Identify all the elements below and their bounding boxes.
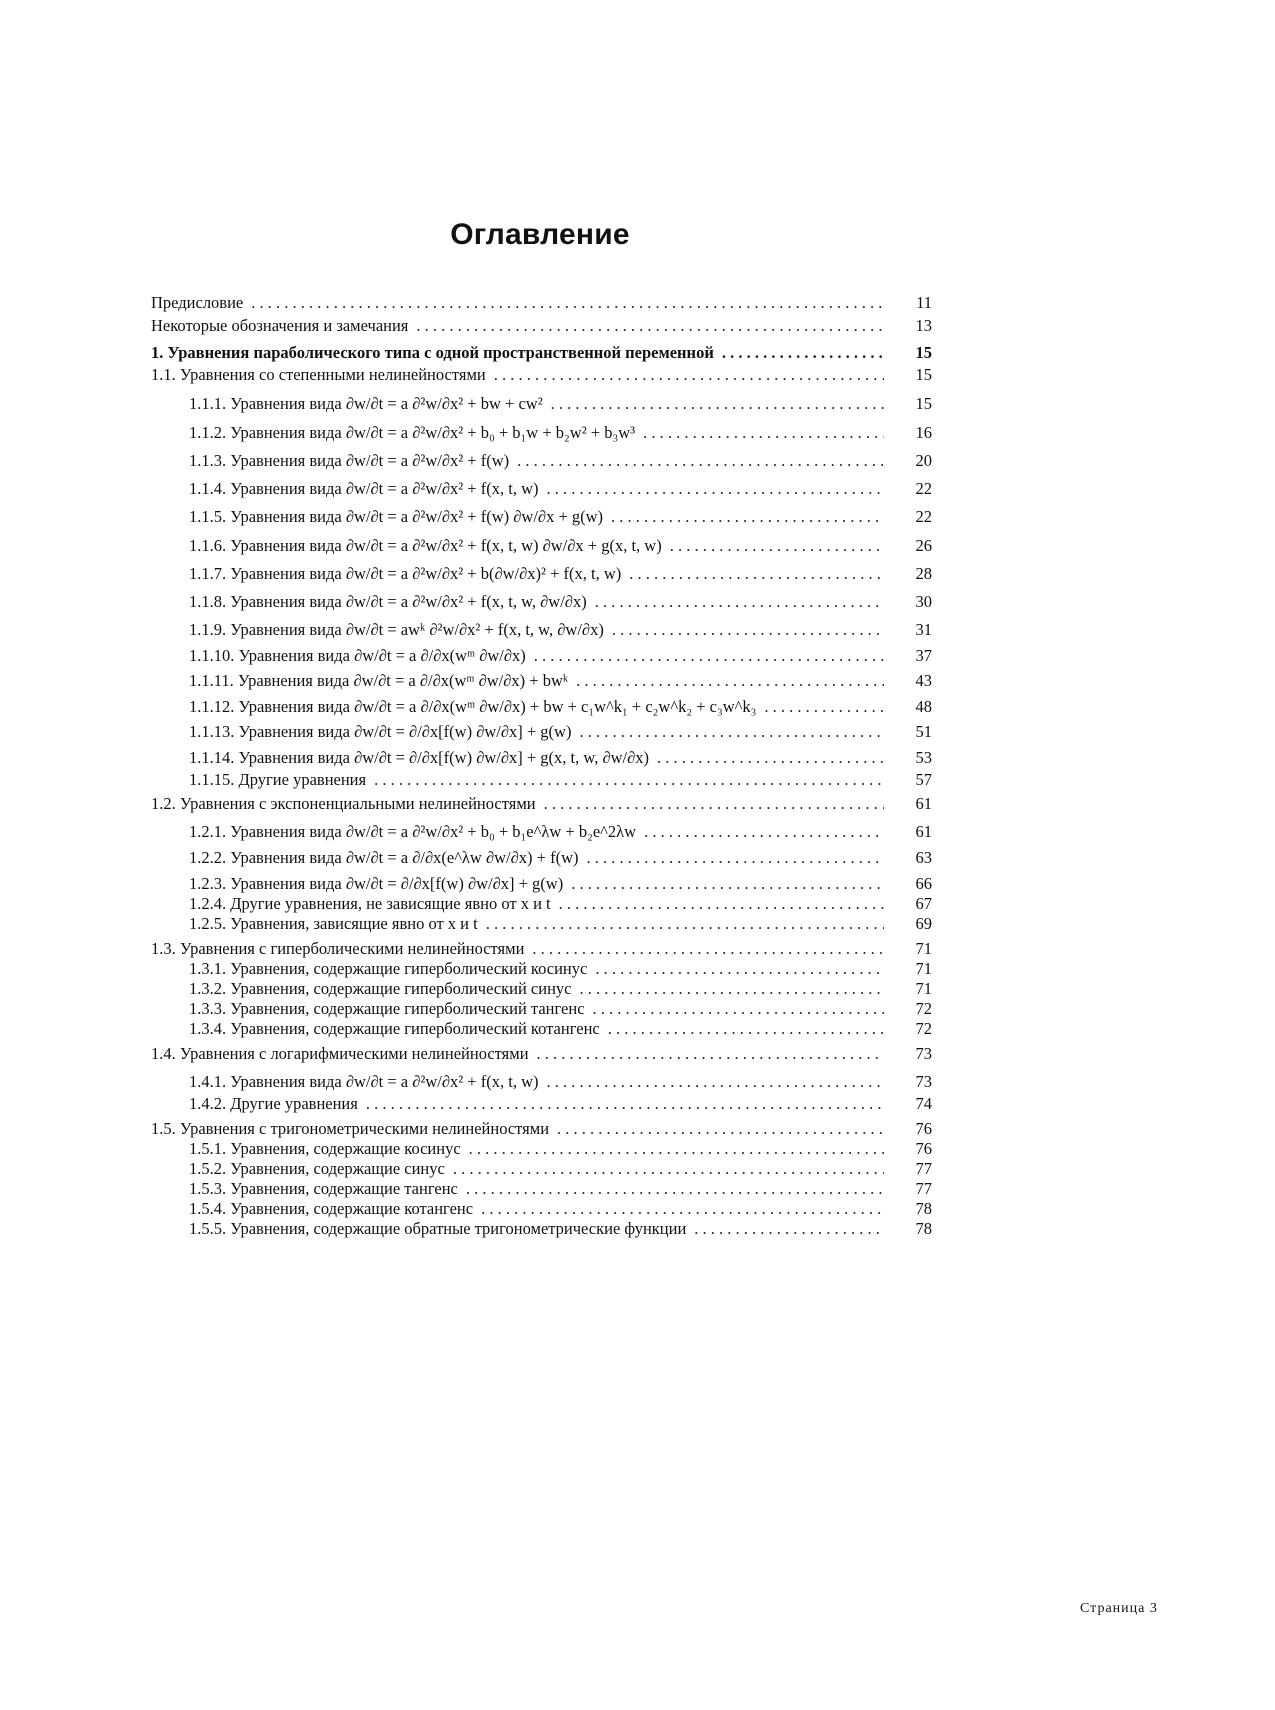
- toc-entry-title: 1. Уравнения параболического типа с одной пространственной переменной: [151, 343, 714, 362]
- toc-entry-page: 13: [915, 316, 932, 335]
- toc-entry-title: 1.3. Уравнения с гиперболическими нелинейностями: [151, 939, 525, 958]
- toc-entry-title: 1.2.2. Уравнения вида ∂w/∂t = a ∂/∂x(e^λw ∂w/∂x) + f(w): [189, 848, 579, 867]
- leader-dots: [644, 822, 884, 841]
- toc-entry[interactable]: [151, 1113, 932, 1138]
- leader-dots: [517, 451, 884, 470]
- toc-entry-title: 1.1.8. Уравнения вида ∂w/∂t = a ∂²w/∂x² + f(x, t, w, ∂w/∂x): [189, 592, 587, 611]
- toc-entry-page: 69: [915, 914, 932, 933]
- toc-entry[interactable]: [151, 442, 932, 470]
- toc-entry-page: 30: [915, 592, 932, 611]
- toc-entry-title: 1.5. Уравнения с тригонометрическими нелинейностями: [151, 1119, 550, 1138]
- leader-dots: [546, 479, 884, 498]
- toc-entry-page: 72: [915, 999, 932, 1018]
- toc-entry[interactable]: [151, 998, 932, 1018]
- toc-entry-page: 11: [916, 293, 932, 312]
- toc-entry-page: 72: [915, 1019, 932, 1038]
- leader-dots: [576, 671, 884, 690]
- toc-entry[interactable]: [151, 1198, 932, 1218]
- toc-entry-page: 51: [915, 722, 932, 741]
- leader-dots: [579, 979, 884, 998]
- toc-entry-page: 66: [915, 874, 932, 893]
- toc-entry[interactable]: [151, 741, 932, 767]
- toc-entry[interactable]: [151, 978, 932, 998]
- toc-entry-title: 1.2.4. Другие уравнения, не зависящие явно от x и t: [189, 894, 551, 913]
- toc-entry-page: 15: [915, 394, 932, 413]
- toc-entry[interactable]: [151, 1218, 932, 1238]
- toc-entry-page: 71: [915, 939, 932, 958]
- toc-entry-title: 1.3.4. Уравнения, содержащие гиперболический котангенс: [189, 1019, 600, 1038]
- toc-entry-page: 20: [915, 451, 932, 470]
- toc-entry-title: 1.1.9. Уравнения вида ∂w/∂t = awᵏ ∂²w/∂x² + f(x, t, w, ∂w/∂x): [189, 620, 604, 639]
- toc-entry-title: Предисловие: [151, 293, 244, 312]
- leader-dots: [557, 1119, 884, 1138]
- toc-entry-title: 1.2.1. Уравнения вида ∂w/∂t = a ∂²w/∂x² + b₀ + b₁e^λw + b₂e^2λw: [189, 822, 637, 841]
- leader-dots: [629, 564, 884, 583]
- toc-entry-title: 1.5.5. Уравнения, содержащие обратные тригонометрические функции: [189, 1219, 687, 1238]
- leader-dots: [416, 316, 884, 335]
- toc-entry-page: 31: [915, 620, 932, 639]
- leader-dots: [494, 365, 884, 384]
- toc-entry[interactable]: [151, 1158, 932, 1178]
- leader-dots: [593, 999, 884, 1018]
- toc-entry-page: 63: [915, 848, 932, 867]
- toc-entry[interactable]: [151, 913, 932, 933]
- toc-entry-title: 1.5.4. Уравнения, содержащие котангенс: [189, 1199, 474, 1218]
- toc-entry-page: 15: [915, 343, 932, 362]
- toc-entry-page: 77: [915, 1179, 932, 1198]
- toc-entry[interactable]: [151, 639, 932, 665]
- toc-entry-title: 1.1.7. Уравнения вида ∂w/∂t = a ∂²w/∂x² + b(∂w/∂x)² + f(x, t, w): [189, 564, 622, 583]
- toc-entry[interactable]: [151, 1063, 932, 1091]
- toc-entry-title: 1.5.3. Уравнения, содержащие тангенс: [189, 1179, 458, 1198]
- toc-entry[interactable]: [151, 384, 932, 413]
- leader-dots: [722, 343, 884, 362]
- toc-entry-page: 74: [915, 1094, 932, 1113]
- leader-dots: [534, 646, 884, 665]
- toc-entry[interactable]: [151, 583, 932, 611]
- toc-entry-page: 15: [915, 365, 932, 384]
- toc-entry-title: 1.1.1. Уравнения вида ∂w/∂t = a ∂²w/∂x² + bw + cw²: [189, 394, 543, 413]
- toc-entry[interactable]: [151, 867, 932, 893]
- toc-entry-page: 73: [915, 1072, 932, 1091]
- toc-entry[interactable]: [151, 1018, 932, 1038]
- toc-entry-page: 22: [915, 507, 932, 526]
- toc-entry[interactable]: [151, 1178, 932, 1198]
- leader-dots: [559, 894, 884, 913]
- toc-entry-title: 1.1.13. Уравнения вида ∂w/∂t = ∂/∂x[f(w) ∂w/∂x] + g(w): [189, 722, 572, 741]
- leader-dots: [608, 1019, 884, 1038]
- toc-entry[interactable]: [151, 526, 932, 555]
- toc-entry-page: 78: [915, 1199, 932, 1218]
- leader-dots: [595, 959, 884, 978]
- toc-entry[interactable]: [151, 893, 932, 913]
- toc-entry[interactable]: [151, 958, 932, 978]
- toc-entry-page: 73: [915, 1044, 932, 1063]
- toc-entry[interactable]: [151, 413, 932, 442]
- toc-entry-page: 16: [915, 423, 932, 442]
- toc-entry-title: 1.3.1. Уравнения, содержащие гиперболический косинус: [189, 959, 588, 978]
- toc-entry-title: 1.2.5. Уравнения, зависящие явно от x и t: [189, 914, 478, 933]
- toc-entry-title: 1.5.2. Уравнения, содержащие синус: [189, 1159, 445, 1178]
- toc-entry-title: 1.1.15. Другие уравнения: [189, 770, 367, 789]
- toc-entry[interactable]: [151, 933, 932, 958]
- leader-dots: [670, 536, 884, 555]
- toc-entry-page: 78: [915, 1219, 932, 1238]
- toc-entry-page: 76: [915, 1139, 932, 1158]
- toc-entry-title: 1.5.1. Уравнения, содержащие косинус: [189, 1139, 461, 1158]
- toc-entry[interactable]: [151, 498, 932, 526]
- leader-dots: [612, 620, 884, 639]
- toc-entry[interactable]: [151, 362, 932, 384]
- leader-dots: [366, 1094, 884, 1113]
- toc-entry[interactable]: [151, 813, 932, 841]
- toc-entry-page: 61: [915, 822, 932, 841]
- toc-entry-title: 1.1.12. Уравнения вида ∂w/∂t = a ∂/∂x(wᵐ ∂w/∂x) + bw + c₁w^k₁ + c₂w^k₂ + c₃w^k₃: [189, 697, 757, 716]
- leader-dots: [374, 770, 884, 789]
- toc-entry-title: 1.1.3. Уравнения вида ∂w/∂t = a ∂²w/∂x² + f(w): [189, 451, 510, 470]
- leader-dots: [643, 423, 884, 442]
- leader-dots: [532, 939, 884, 958]
- toc-entry-page: 53: [915, 748, 932, 767]
- leader-dots: [579, 722, 884, 741]
- toc-entry-title: 1.1.4. Уравнения вида ∂w/∂t = a ∂²w/∂x² + f(x, t, w): [189, 479, 539, 498]
- toc-entry-page: 26: [915, 536, 932, 555]
- leader-dots: [551, 394, 884, 413]
- leader-dots: [453, 1159, 884, 1178]
- toc-entry-title: 1.3.3. Уравнения, содержащие гиперболический тангенс: [189, 999, 585, 1018]
- toc-entry-title: 1.2. Уравнения с экспоненциальными нелинейностями: [151, 794, 536, 813]
- toc-entry-title: 1.2.3. Уравнения вида ∂w/∂t = ∂/∂x[f(w) ∂w/∂x] + g(w): [189, 874, 564, 893]
- leader-dots: [595, 592, 884, 611]
- leader-dots: [611, 507, 884, 526]
- toc-entry-page: 48: [915, 697, 932, 716]
- leader-dots: [486, 914, 884, 933]
- leader-dots: [694, 1219, 884, 1238]
- toc-entry-title: 1.1.5. Уравнения вида ∂w/∂t = a ∂²w/∂x² + f(w) ∂w/∂x + g(w): [189, 507, 604, 526]
- toc-entry[interactable]: [151, 767, 932, 789]
- toc-entry-page: 57: [915, 770, 932, 789]
- leader-dots: [469, 1139, 884, 1158]
- toc-entry[interactable]: [151, 1038, 932, 1063]
- toc-entry-page: 61: [915, 794, 932, 813]
- toc-entry-page: 67: [915, 894, 932, 913]
- leader-dots: [546, 1072, 884, 1091]
- toc-entry-title: 1.1.2. Уравнения вида ∂w/∂t = a ∂²w/∂x² + b₀ + b₁w + b₂w² + b₃w³: [189, 423, 636, 442]
- toc-entry[interactable]: [151, 470, 932, 498]
- leader-dots: [657, 748, 884, 767]
- toc-entry-page: 76: [915, 1119, 932, 1138]
- leader-dots: [544, 794, 884, 813]
- toc-entry[interactable]: [151, 290, 932, 312]
- toc-entry[interactable]: [151, 716, 932, 741]
- leader-dots: [251, 293, 884, 312]
- toc-entry-page: 43: [915, 671, 932, 690]
- toc-entry[interactable]: [151, 1091, 932, 1113]
- page-title: Оглавление: [450, 218, 630, 251]
- table-of-contents: [151, 290, 932, 1238]
- leader-dots: [571, 874, 884, 893]
- toc-entry-page: 71: [915, 959, 932, 978]
- toc-entry-title: 1.1.14. Уравнения вида ∂w/∂t = ∂/∂x[f(w) ∂w/∂x] + g(x, t, w, ∂w/∂x): [189, 748, 650, 767]
- toc-entry[interactable]: [151, 611, 932, 639]
- leader-dots: [586, 848, 884, 867]
- leader-dots: [481, 1199, 884, 1218]
- toc-entry[interactable]: [151, 789, 932, 813]
- toc-entry-page: 28: [915, 564, 932, 583]
- toc-entry[interactable]: [151, 335, 932, 362]
- toc-entry-title: 1.4.1. Уравнения вида ∂w/∂t = a ∂²w/∂x² + f(x, t, w): [189, 1072, 539, 1091]
- toc-entry-title: Некоторые обозначения и замечания: [151, 316, 409, 335]
- toc-entry[interactable]: [151, 665, 932, 690]
- leader-dots: [537, 1044, 884, 1063]
- toc-entry-title: 1.4.2. Другие уравнения: [189, 1094, 358, 1113]
- toc-entry-page: 77: [915, 1159, 932, 1178]
- toc-entry-page: 37: [915, 646, 932, 665]
- toc-entry[interactable]: [151, 555, 932, 583]
- toc-entry-title: 1.3.2. Уравнения, содержащие гиперболический синус: [189, 979, 572, 998]
- toc-entry-title: 1.4. Уравнения с логарифмическими нелинейностями: [151, 1044, 529, 1063]
- toc-entry-page: 71: [915, 979, 932, 998]
- toc-entry[interactable]: [151, 841, 932, 867]
- toc-entry[interactable]: [151, 1138, 932, 1158]
- leader-dots: [466, 1179, 884, 1198]
- toc-entry-page: 22: [915, 479, 932, 498]
- toc-entry-title: 1.1.11. Уравнения вида ∂w/∂t = a ∂/∂x(wᵐ ∂w/∂x) + bwᵏ: [189, 671, 569, 690]
- toc-entry-title: 1.1.10. Уравнения вида ∂w/∂t = a ∂/∂x(wᵐ ∂w/∂x): [189, 646, 526, 665]
- toc-entry[interactable]: [151, 690, 932, 716]
- leader-dots: [764, 697, 884, 716]
- page-footer: Страница 3: [1080, 1601, 1158, 1616]
- toc-entry-title: 1.1.6. Уравнения вида ∂w/∂t = a ∂²w/∂x² + f(x, t, w) ∂w/∂x + g(x, t, w): [189, 536, 662, 555]
- toc-entry-title: 1.1. Уравнения со степенными нелинейностями: [151, 365, 486, 384]
- toc-entry[interactable]: [151, 312, 932, 335]
